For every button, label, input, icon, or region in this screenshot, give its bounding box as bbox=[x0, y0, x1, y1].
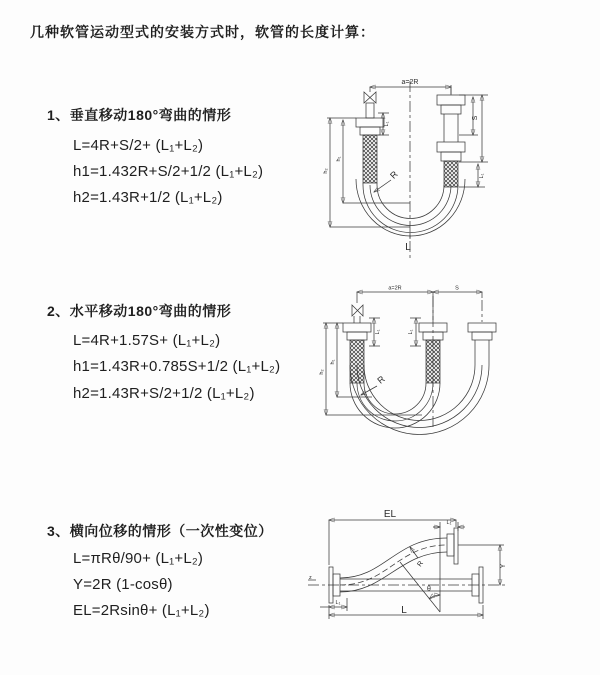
section2-heading: 2、水平移动180°弯曲的情形 bbox=[47, 303, 232, 319]
dim-l1-top bbox=[433, 520, 465, 531]
section3-formula-l: L=πRθ/90+ (L₁+L₂) bbox=[73, 550, 204, 567]
diagram-horizontal-180-bend bbox=[310, 280, 600, 455]
section1-formula-l: L=4R+S/2+ (L₁+L₂) bbox=[73, 137, 204, 154]
braided-hose-section bbox=[350, 340, 364, 383]
dim-label-theta: θ bbox=[427, 586, 431, 593]
dim-label-radius: R bbox=[375, 373, 387, 386]
section2-formula-h1: h1=1.43R+0.785S+1/2 (L₁+L₂) bbox=[73, 358, 281, 375]
section3-formula-y: Y=2R (1-cosθ) bbox=[73, 576, 173, 593]
dim-span-top bbox=[370, 79, 451, 95]
dim-label-a2r: a=2R bbox=[401, 79, 419, 86]
dim-label-l1-left: L₁ bbox=[335, 600, 341, 606]
dim-label-h2: h₂ bbox=[319, 369, 325, 375]
braided-hose-section bbox=[363, 135, 377, 183]
dim-label-el: EL bbox=[383, 509, 397, 520]
dim-label-y: Y bbox=[500, 563, 507, 569]
section2-formula-l: L=4R+1.57S+ (L₁+L₂) bbox=[73, 332, 221, 349]
valve-icon bbox=[364, 92, 376, 103]
centerline bbox=[308, 575, 507, 585]
upper-right-flange bbox=[447, 528, 458, 564]
braided-hose-section bbox=[426, 340, 440, 383]
page-title: 几种软管运动型式的安装方式时，软管的长度计算： bbox=[30, 24, 375, 40]
middle-pipe-flange bbox=[419, 323, 447, 383]
left-pipe-flange bbox=[356, 103, 384, 183]
radius-leader bbox=[374, 169, 400, 192]
dim-label-a2r: a=2R bbox=[388, 285, 402, 292]
dim-l1-bottom-left bbox=[320, 598, 347, 611]
dim-heights-left bbox=[319, 323, 422, 415]
section1-heading: 1、垂直移动180°弯曲的情形 bbox=[47, 107, 232, 123]
dim-label-length: L bbox=[405, 242, 411, 253]
section3-heading: 3、横向位移的情形（一次性变位） bbox=[47, 523, 273, 539]
section3-formula-el: EL=2Rsinθ+ (L₁+L₂) bbox=[73, 602, 210, 619]
dim-label-h2: h₂ bbox=[323, 168, 329, 174]
radius-leader bbox=[410, 547, 425, 568]
diagram-lateral-displacement bbox=[300, 500, 595, 650]
dim-label-l1-top: L₁ bbox=[446, 520, 452, 526]
hose-u-arcs-position1 bbox=[350, 383, 440, 428]
hose-u-arcs-position2 bbox=[350, 365, 489, 435]
s-curve-hose bbox=[340, 538, 447, 592]
dim-label-l1-mid: L₁ bbox=[408, 329, 414, 335]
dim-metal-ends bbox=[369, 318, 421, 346]
dim-label-length: L bbox=[401, 605, 407, 616]
axis-label-z: z bbox=[309, 575, 312, 581]
valve-icon bbox=[352, 305, 363, 316]
dim-l-bottom bbox=[329, 605, 483, 619]
left-pipe-flange bbox=[343, 316, 371, 383]
section2-formula-h2: h2=1.43R+S/2+1/2 (L₁+L₂) bbox=[73, 385, 255, 402]
dim-label-l1-left: L₁ bbox=[375, 329, 381, 335]
dim-label-radius: R bbox=[388, 169, 400, 181]
dim-span-top bbox=[357, 286, 482, 321]
dim-label-s: S bbox=[455, 285, 459, 292]
section1-formula-h2: h2=1.43R+1/2 (L₁+L₂) bbox=[73, 189, 223, 206]
dim-stroke-right bbox=[459, 95, 488, 187]
diagram-vertical-180-bend bbox=[310, 65, 600, 265]
dim-label-s: S bbox=[472, 115, 479, 121]
dim-label-l1-left: L₁ bbox=[384, 121, 390, 127]
section1-formula-h1: h1=1.432R+S/2+1/2 (L₁+L₂) bbox=[73, 163, 264, 180]
hose-u-arcs bbox=[356, 179, 465, 236]
dim-label-l1-right: L₁ bbox=[479, 173, 485, 179]
braided-hose-section bbox=[444, 161, 458, 187]
right-pipe-flange bbox=[468, 300, 496, 365]
dim-label-radius: R bbox=[416, 560, 426, 569]
right-pipe-flanges bbox=[437, 85, 465, 187]
dim-label-h1: h₁ bbox=[336, 156, 342, 162]
dim-label-h1: h₁ bbox=[330, 359, 336, 365]
